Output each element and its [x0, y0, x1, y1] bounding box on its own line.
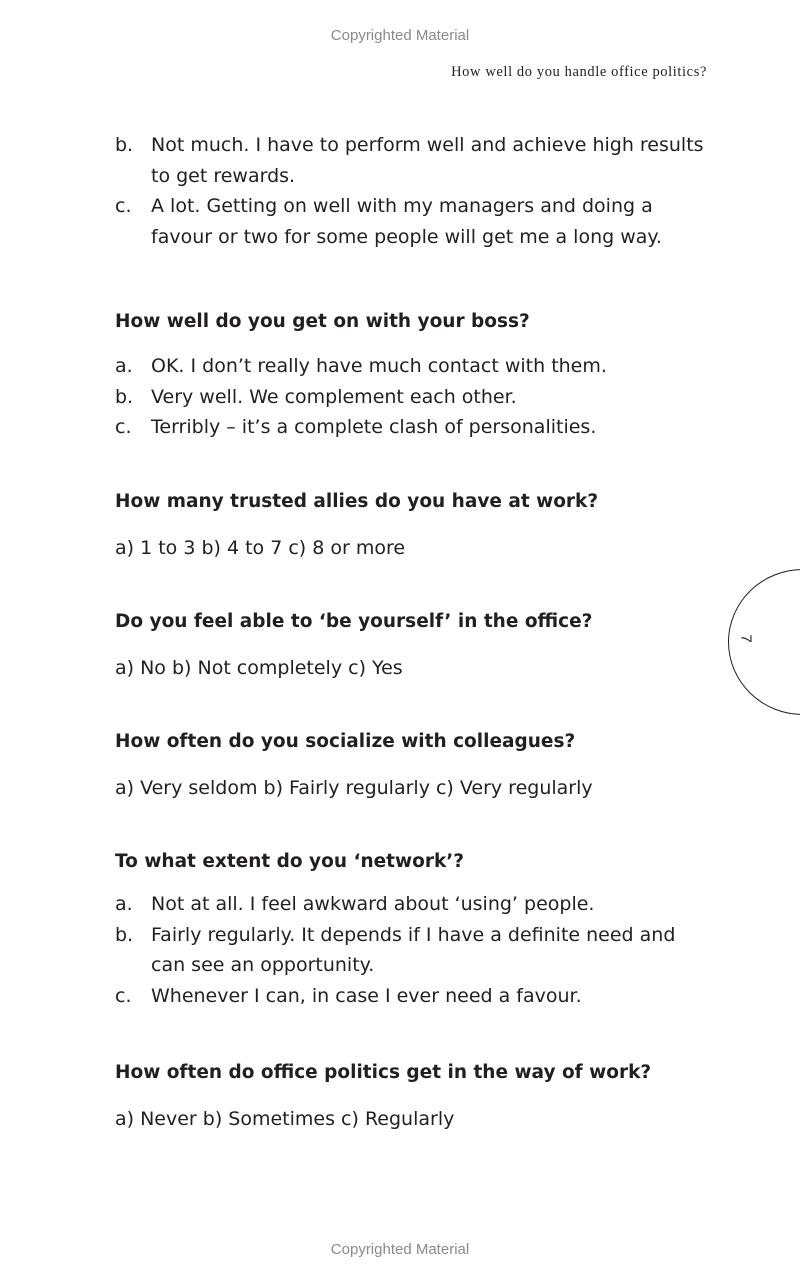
page-content	[115, 130, 715, 1134]
copyright-watermark-bottom: Copyrighted Material	[330, 1241, 470, 1258]
list-item: c. A lot. Getting on well with my managers and doing a favour or two for some people will get me a long way.	[115, 195, 662, 249]
inline-options: a) No b) Not completely c) Yes	[115, 656, 403, 679]
list-item: a. OK. I don’t really have much contact with them.	[115, 354, 607, 377]
question-heading: How often do you socialize with colleagues?	[115, 730, 576, 752]
page-number: 7	[737, 634, 755, 643]
running-head: How well do you handle office politics?	[451, 64, 707, 80]
list-item: c. Terribly – it’s a complete clash of personalities.	[115, 416, 597, 439]
question-heading: How well do you get on with your boss?	[115, 310, 530, 332]
list-item: c. Whenever I can, in case I ever need a favour.	[115, 985, 582, 1008]
question-heading: Do you feel able to ‘be yourself’ in the office?	[115, 610, 593, 632]
list-item: b. Not much. I have to perform well and achieve high results to get rewards.	[115, 134, 704, 187]
inline-options: a) Very seldom b) Fairly regularly c) Very regularly	[115, 776, 593, 799]
inline-options: a) 1 to 3 b) 4 to 7 c) 8 or more	[115, 536, 406, 559]
list-item: a. Not at all. I feel awkward about ‘using’ people.	[115, 892, 595, 915]
list-item: b. Fairly regularly. It depends if I have a definite need and can see an opportunity.	[115, 923, 676, 977]
question-heading: How often do office politics get in the way of work?	[115, 1061, 652, 1083]
inline-options: a) Never b) Sometimes c) Regularly	[115, 1107, 455, 1130]
copyright-watermark-top: Copyrighted Material	[330, 27, 470, 44]
list-item: b. Very well. We complement each other.	[115, 385, 517, 408]
question-heading: How many trusted allies do you have at work?	[115, 490, 599, 512]
question-heading: To what extent do you ‘network’?	[115, 850, 465, 872]
